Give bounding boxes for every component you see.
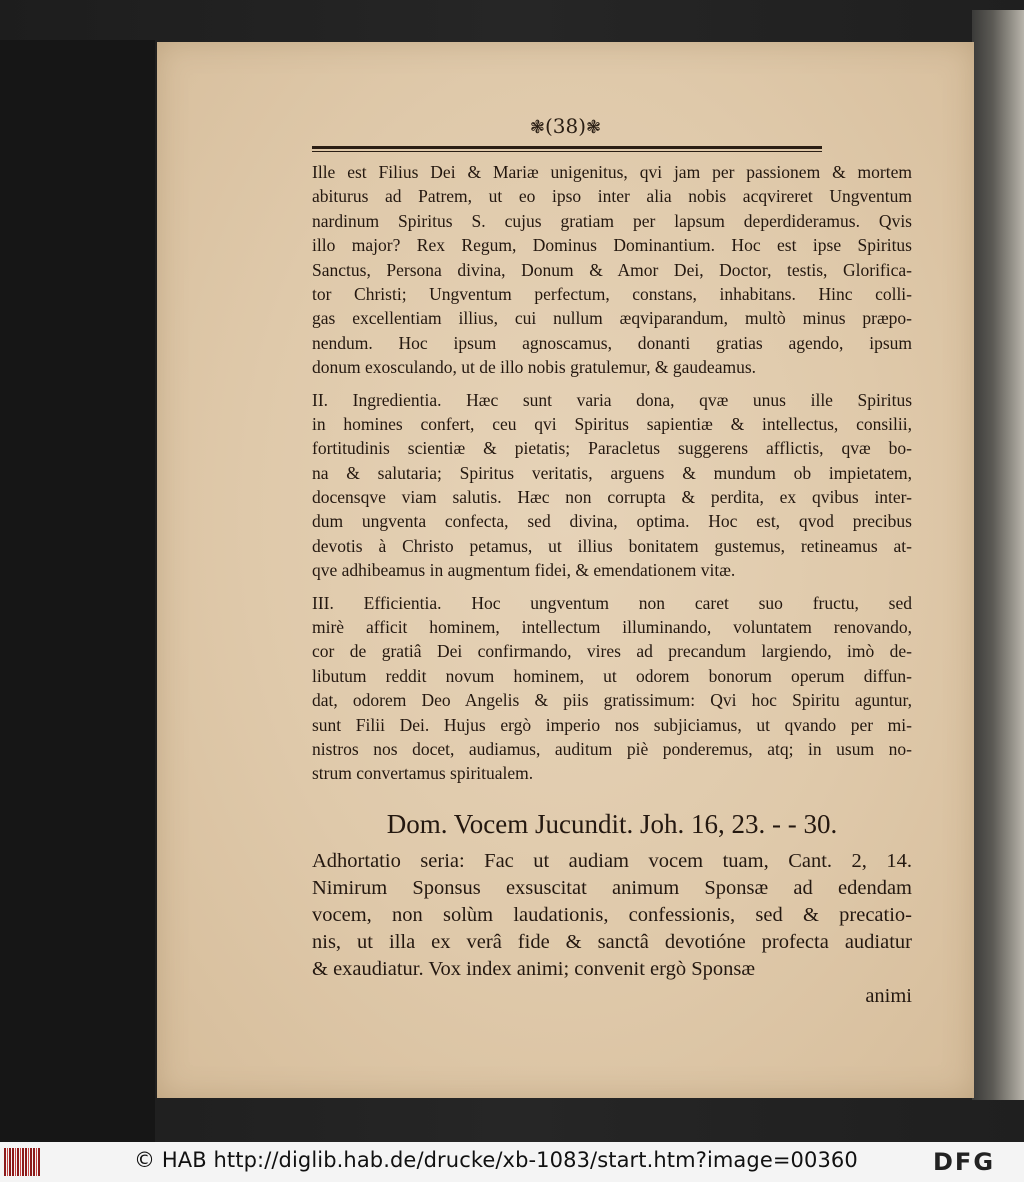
text-line: dum ungventa confecta, sed divina, optima. Hoc est, qvod precibus: [312, 511, 912, 532]
text-line: fortitudinis scientiæ & pietatis; Paracletus suggerens afflictis, qvæ bo-: [312, 438, 912, 459]
text-line: devotis à Christo petamus, ut illius bonitatem gustemus, retineamus at-: [312, 535, 912, 556]
text-line: qve adhibeamus in augmentum fidei, & emendationem vitæ.: [312, 560, 736, 581]
viewer-footer: [0, 1142, 1024, 1182]
text-line: gas excellentiam illius, cui nullum æqviparandum, multò minus præpo-: [312, 308, 912, 329]
text-line: nistros nos docet, audiamus, auditum piè ponderemus, atq; in usum no-: [312, 738, 912, 759]
text-line: Ille est Filius Dei & Mariæ unigenitus, qvi jam per passionem & mortem: [312, 162, 912, 182]
copyright-link[interactable]: © HAB http://diglib.hab.de/drucke/xb-1083/start.htm?image=00360: [134, 1148, 858, 1172]
text-line: docensqve viam salutis. Hæc non corrupta & perdita, ex qvibus inter-: [312, 487, 912, 508]
text-line: sunt Filii Dei. Hujus ergò imperio nos subjiciamus, ut qvando per mi-: [312, 714, 912, 735]
text-line: illo major? Rex Regum, Dominus Dominantium. Hoc est ipse Spiritus: [312, 235, 912, 256]
page-header: ❃(38)❃: [529, 114, 602, 138]
ornament-right-icon: ❃: [586, 117, 602, 138]
header-rule-thin: [312, 151, 822, 152]
text-line: nardinum Spiritus S. cujus gratiam per lapsum deperdideramus. Qvis: [312, 210, 912, 231]
text-line: tor Christi; Ungventum perfectum, constans, inhabitans. Hinc colli-: [312, 283, 912, 304]
text-line: na & salutaria; Spiritus veritatis, arguens & mundum ob impietatem,: [312, 462, 912, 483]
text-line: & exaudiatur. Vox index animi; convenit ergò Sponsæ: [312, 957, 755, 980]
text-line: nis, ut illa ex verâ fide & sanctâ devotióne profecta audiatur: [312, 930, 912, 953]
text-line: III. Efficientia. Hoc ungventum non caret suo fructu, sed: [312, 592, 912, 613]
catchword: animi: [865, 984, 912, 1007]
text-line: vocem, non solùm laudationis, confessionis, sed & precatio-: [312, 903, 912, 926]
text-line: libutum reddit novum hominem, ut odorem bonorum operum diffun-: [312, 665, 912, 686]
text-line: dat, odorem Deo Angelis & piis gratissimum: Qvi hoc Spiritu aguntur,: [312, 690, 912, 711]
dfg-logo: DFG: [933, 1148, 996, 1176]
book-edge: [972, 10, 1024, 1100]
text-line: abiturus ad Patrem, ut eo ipso inter alia nobis acqvireret Ungventum: [312, 186, 912, 207]
ornament-left-icon: ❃: [529, 117, 545, 138]
hab-barcode-icon: [4, 1148, 46, 1176]
paragraph-1: [312, 160, 912, 380]
paragraph-4: [312, 848, 912, 983]
page-number: 38: [552, 114, 579, 138]
book-page: [157, 42, 974, 1098]
text-line: in homines confert, ceu qvi Spiritus sapientiæ & intellectus, consilii,: [312, 413, 912, 434]
text-line: nendum. Hoc ipsum agnoscamus, donanti gratias agendo, ipsum: [312, 332, 912, 353]
paragraph-3: [312, 591, 912, 786]
text-line: cor de gratiâ Dei confirmando, vires ad precandum largiendo, imò de-: [312, 641, 912, 662]
section-heading: Dom. Vocem Jucundit. Joh. 16, 23. - - 30.: [386, 808, 838, 839]
scan-left-shadow: [0, 40, 155, 1142]
text-line: II. Ingredientia. Hæc sunt varia dona, qvæ unus ille Spiritus: [312, 389, 912, 410]
paragraph-2: [312, 388, 912, 583]
text-line: Sanctus, Persona divina, Donum & Amor Dei, Doctor, testis, Glorifica-: [312, 259, 912, 280]
header-rule: [312, 146, 822, 149]
text-line: strum convertamus spiritualem.: [312, 763, 534, 784]
text-line: Nimirum Sponsus exsuscitat animum Sponsæ ad edendam: [312, 876, 912, 899]
text-line: Adhortatio seria: Fac ut audiam vocem tuam, Cant. 2, 14.: [312, 849, 912, 872]
text-line: donum exosculando, ut de illo nobis gratulemur, & gaudeamus.: [312, 357, 757, 378]
text-line: mirè afficit hominem, intellectum illuminando, voluntatem renovando,: [312, 617, 912, 638]
page-text: [312, 156, 912, 1010]
